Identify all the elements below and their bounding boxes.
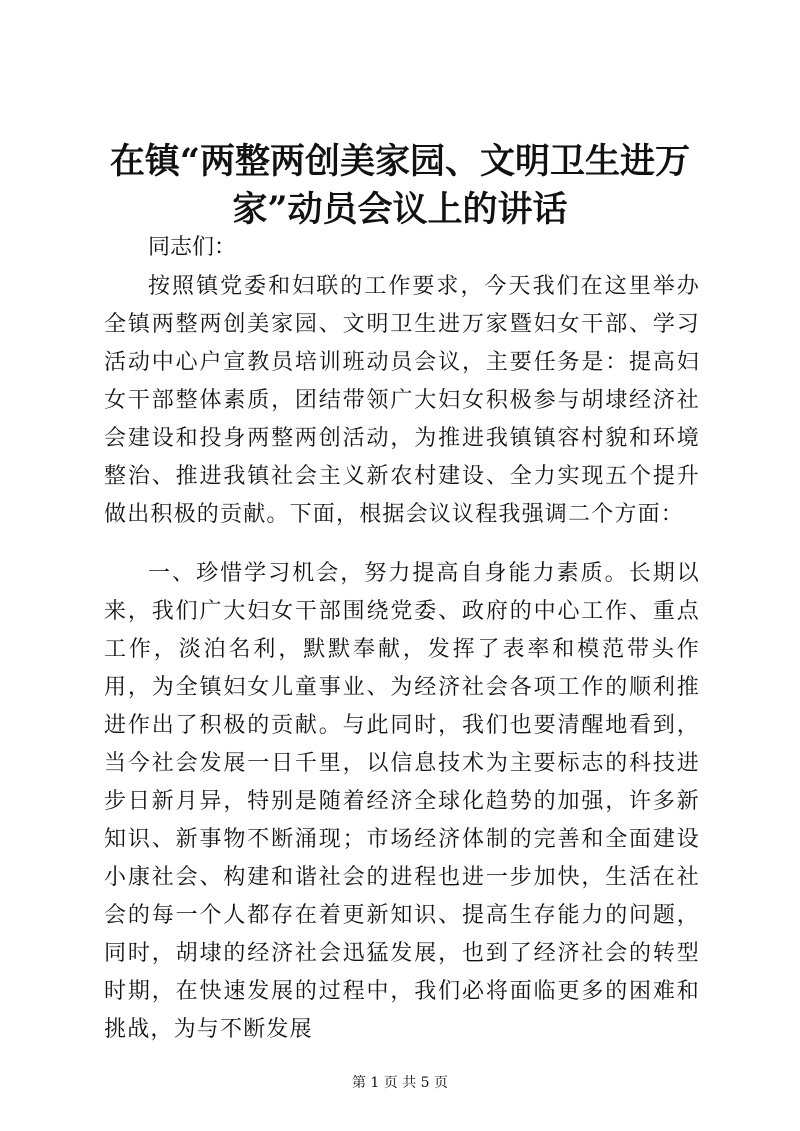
document-title: 在镇“两整两创美家园、文明卫生进万家”动员会议上的讲话 xyxy=(109,141,691,230)
page-footer: 第 1 页 共 5 页 xyxy=(351,1075,449,1091)
paragraph-intro: 按照镇党委和妇联的工作要求，今天我们在这里举办全镇两整两创美家园、文明卫生进万家暨妇女干部、学习活动中心户宣教员培训班动员会议，主要任务是：提高妇女干部整体素质，团结带领广大妇女积极参与胡埭经济社会建设和投身两整两创活动，为推进我镇镇容村貌和环境整治、推进我镇社会主义新农村建设、全力实现五个提升做出积极的贡献。下面，根据会议议程我强调二个方面： xyxy=(104,274,700,527)
paragraph-section-one: 一、珍惜学习机会，努力提高自身能力素质。长期以来，我们广大妇女干部围绕党委、政府的中心工作、重点工作，淡泊名利，默默奉献，发挥了表率和模范带头作用，为全镇妇女儿童事业、为经济社会各项工作的顺利推进作出了积极的贡献。与此同时，我们也要清醒地看到，当今社会发展一日千里，以信息技术为主要标志的科技进步日新月异，特别是随着经济全球化趋势的加强，许多新知识、新事物不断涌现；市场经济体制的完善和全面建设小康社会、构建和谐社会的进程也进一步加快，生活在社会的每一个人都存在着更新知识、提高生存能力的问题，同时，胡埭的经济社会迅猛发展，也到了经济社会的转型时期，在快速发展的过程中，我们必将面临更多的困难和挑战，为与不断发展 xyxy=(104,561,700,1042)
salutation: 同志们： xyxy=(148,235,237,260)
